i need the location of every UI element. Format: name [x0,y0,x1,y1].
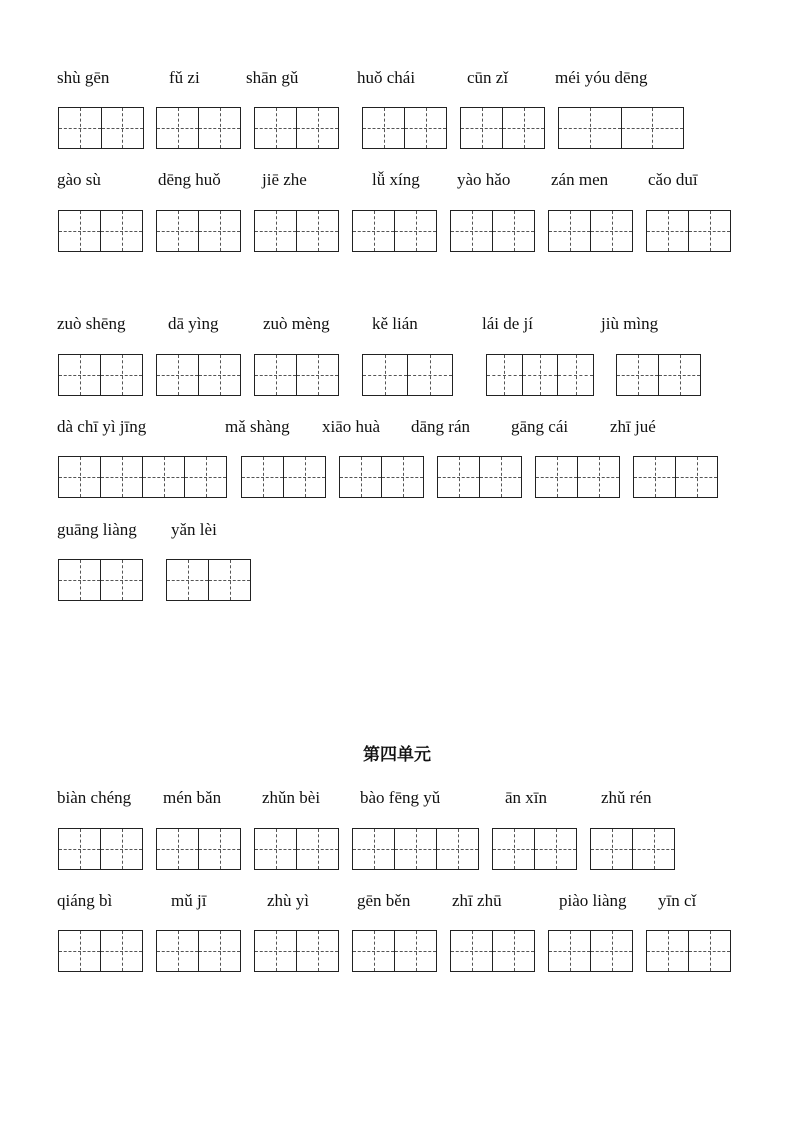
tianzige-cell[interactable] [283,457,325,497]
tianzige-cell[interactable] [688,211,730,251]
writing-grid[interactable] [548,930,633,972]
writing-grid[interactable] [450,930,535,972]
tianzige-cell[interactable] [461,108,502,148]
pinyin-prompt: jiù mìng [601,314,659,333]
tianzige-cell[interactable] [451,211,492,251]
tianzige-cell[interactable] [534,829,576,869]
pinyin-prompt: fǔ zi [169,68,200,87]
writing-grid[interactable] [535,456,620,498]
pinyin-prompt: ān xīn [505,788,548,807]
pinyin-prompt: dāng rán [411,417,471,436]
tianzige-cell[interactable] [353,931,394,971]
writing-grid[interactable] [633,456,718,498]
pinyin-prompt: gào sù [57,170,101,189]
pinyin-prompt: piào liàng [559,891,627,910]
pinyin-prompt: dēng huǒ [158,170,221,189]
tianzige-cell[interactable] [493,829,534,869]
tianzige-cell[interactable] [617,355,658,395]
pinyin-prompt: bào fēng yǔ [360,788,441,807]
tianzige-cell[interactable] [255,211,296,251]
pinyin-prompt: yīn cǐ [658,891,697,910]
tianzige-cell[interactable] [647,931,688,971]
writing-grid[interactable] [362,107,447,149]
tianzige-cell[interactable] [157,931,198,971]
tianzige-cell[interactable] [394,931,436,971]
pinyin-prompt: yào hǎo [457,170,511,189]
tianzige-cell[interactable] [198,829,240,869]
tianzige-cell[interactable] [340,457,381,497]
pinyin-prompt: shān gǔ [246,68,299,87]
tianzige-cell[interactable] [559,108,621,148]
writing-grid[interactable] [156,107,241,149]
writing-grid[interactable] [156,930,241,972]
tianzige-cell[interactable] [101,108,144,148]
writing-grid[interactable] [156,828,241,870]
tianzige-cell[interactable] [184,457,226,497]
pinyin-prompt: cǎo duī [648,170,698,189]
pinyin-prompt: jiē zhe [262,170,307,189]
pinyin-prompt: xiāo huà [322,417,381,436]
tianzige-cell[interactable] [255,829,296,869]
tianzige-cell[interactable] [100,931,142,971]
writing-grid[interactable] [254,354,339,396]
pinyin-prompt: lái de jí [482,314,533,333]
tianzige-cell[interactable] [59,211,100,251]
tianzige-cell[interactable] [296,355,338,395]
tianzige-cell[interactable] [404,108,446,148]
pinyin-prompt: dā yìng [168,314,219,333]
tianzige-cell[interactable] [100,211,142,251]
writing-grid[interactable] [58,354,143,396]
tianzige-cell[interactable] [296,211,338,251]
tianzige-cell[interactable] [167,560,208,600]
tianzige-cell[interactable] [647,211,688,251]
pinyin-prompt: méi yóu dēng [555,68,648,87]
pinyin-prompt: qiáng bì [57,891,113,910]
tianzige-cell[interactable] [522,355,558,395]
tianzige-cell[interactable] [59,560,100,600]
tianzige-cell[interactable] [436,829,478,869]
tianzige-cell[interactable] [634,457,675,497]
pinyin-prompt: gāng cái [511,417,569,436]
writing-grid[interactable] [352,828,479,870]
tianzige-cell[interactable] [363,355,407,395]
writing-grid[interactable] [156,354,241,396]
tianzige-cell[interactable] [198,931,240,971]
tianzige-cell[interactable] [549,211,590,251]
tianzige-cell[interactable] [353,829,394,869]
pinyin-prompt: shù gēn [57,68,110,87]
tianzige-cell[interactable] [255,108,296,148]
writing-grid[interactable] [254,210,339,252]
tianzige-cell[interactable] [255,355,296,395]
tianzige-cell[interactable] [502,108,544,148]
pinyin-prompt: yǎn lèi [171,520,217,539]
tianzige-cell[interactable] [451,931,492,971]
writing-grid[interactable] [241,456,326,498]
pinyin-prompt: mǎ shàng [225,417,290,436]
tianzige-cell[interactable] [157,355,198,395]
tianzige-cell[interactable] [438,457,479,497]
tianzige-cell[interactable] [590,931,632,971]
tianzige-cell[interactable] [479,457,521,497]
tianzige-cell[interactable] [363,108,404,148]
tianzige-cell[interactable] [198,108,240,148]
tianzige-cell[interactable] [487,355,522,395]
pinyin-prompt: kě lián [372,314,418,333]
tianzige-cell[interactable] [142,457,184,497]
pinyin-prompt: dà chī yì jīng [57,417,147,436]
tianzige-cell[interactable] [591,829,632,869]
writing-grid[interactable] [156,210,241,252]
tianzige-cell[interactable] [208,560,250,600]
writing-grid[interactable] [58,559,143,601]
tianzige-cell[interactable] [100,829,142,869]
writing-grid[interactable] [548,210,633,252]
tianzige-cell[interactable] [688,931,730,971]
tianzige-cell[interactable] [296,108,338,148]
pinyin-prompt: zhī jué [610,417,656,436]
tianzige-cell[interactable] [394,829,436,869]
tianzige-cell[interactable] [157,108,198,148]
tianzige-cell[interactable] [407,355,452,395]
writing-grid[interactable] [58,828,143,870]
writing-grid[interactable] [460,107,545,149]
tianzige-cell[interactable] [59,108,101,148]
tianzige-cell[interactable] [100,457,142,497]
tianzige-cell[interactable] [621,108,684,148]
writing-grid[interactable] [58,456,227,498]
writing-grid[interactable] [450,210,535,252]
pinyin-prompt: gēn běn [357,891,411,910]
tianzige-cell[interactable] [632,829,674,869]
writing-grid[interactable] [166,559,251,601]
tianzige-cell[interactable] [296,829,338,869]
tianzige-cell[interactable] [492,931,534,971]
writing-grid[interactable] [437,456,522,498]
writing-grid[interactable] [58,210,143,252]
writing-grid[interactable] [352,930,437,972]
tianzige-cell[interactable] [157,829,198,869]
writing-grid[interactable] [492,828,577,870]
writing-grid[interactable] [254,107,339,149]
tianzige-cell[interactable] [157,211,198,251]
writing-grid[interactable] [646,210,731,252]
tianzige-cell[interactable] [59,457,100,497]
writing-grid[interactable] [362,354,453,396]
tianzige-cell[interactable] [492,211,534,251]
writing-grid[interactable] [558,107,684,149]
pinyin-prompt: cūn zǐ [467,68,509,87]
unit-heading: 第四单元 [363,745,431,764]
tianzige-cell[interactable] [296,931,338,971]
tianzige-cell[interactable] [353,211,394,251]
tianzige-cell[interactable] [658,355,700,395]
tianzige-cell[interactable] [255,931,296,971]
pinyin-prompt: zhù yì [267,891,310,910]
pinyin-prompt: zuò shēng [57,314,126,333]
pinyin-prompt: zhī zhū [452,891,502,910]
writing-grid[interactable] [58,930,143,972]
writing-grid[interactable] [339,456,424,498]
writing-grid[interactable] [590,828,675,870]
tianzige-cell[interactable] [394,211,436,251]
tianzige-cell[interactable] [59,931,100,971]
tianzige-cell[interactable] [242,457,283,497]
pinyin-prompt: huǒ chái [357,68,416,87]
writing-grid[interactable] [254,828,339,870]
tianzige-cell[interactable] [59,829,100,869]
pinyin-prompt: guāng liàng [57,520,137,539]
pinyin-prompt: zhǔ rén [601,788,652,807]
writing-grid[interactable] [646,930,731,972]
tianzige-cell[interactable] [675,457,717,497]
tianzige-cell[interactable] [100,355,142,395]
pinyin-prompt: zuò mèng [263,314,330,333]
tianzige-cell[interactable] [557,355,593,395]
writing-grid[interactable] [58,107,144,149]
writing-grid[interactable] [486,354,594,396]
writing-grid[interactable] [352,210,437,252]
tianzige-cell[interactable] [549,931,590,971]
pinyin-prompt: lǚ xíng [372,170,420,189]
tianzige-cell[interactable] [100,560,142,600]
tianzige-cell[interactable] [590,211,632,251]
pinyin-prompt: biàn chéng [57,788,132,807]
tianzige-cell[interactable] [381,457,423,497]
writing-grid[interactable] [616,354,701,396]
tianzige-cell[interactable] [198,211,240,251]
pinyin-prompt: mén bǎn [163,788,222,807]
tianzige-cell[interactable] [59,355,100,395]
pinyin-prompt: mǔ jī [171,891,207,910]
tianzige-cell[interactable] [536,457,577,497]
tianzige-cell[interactable] [577,457,619,497]
pinyin-prompt: zán men [551,170,609,189]
pinyin-prompt: zhǔn bèi [262,788,321,807]
writing-grid[interactable] [254,930,339,972]
tianzige-cell[interactable] [198,355,240,395]
